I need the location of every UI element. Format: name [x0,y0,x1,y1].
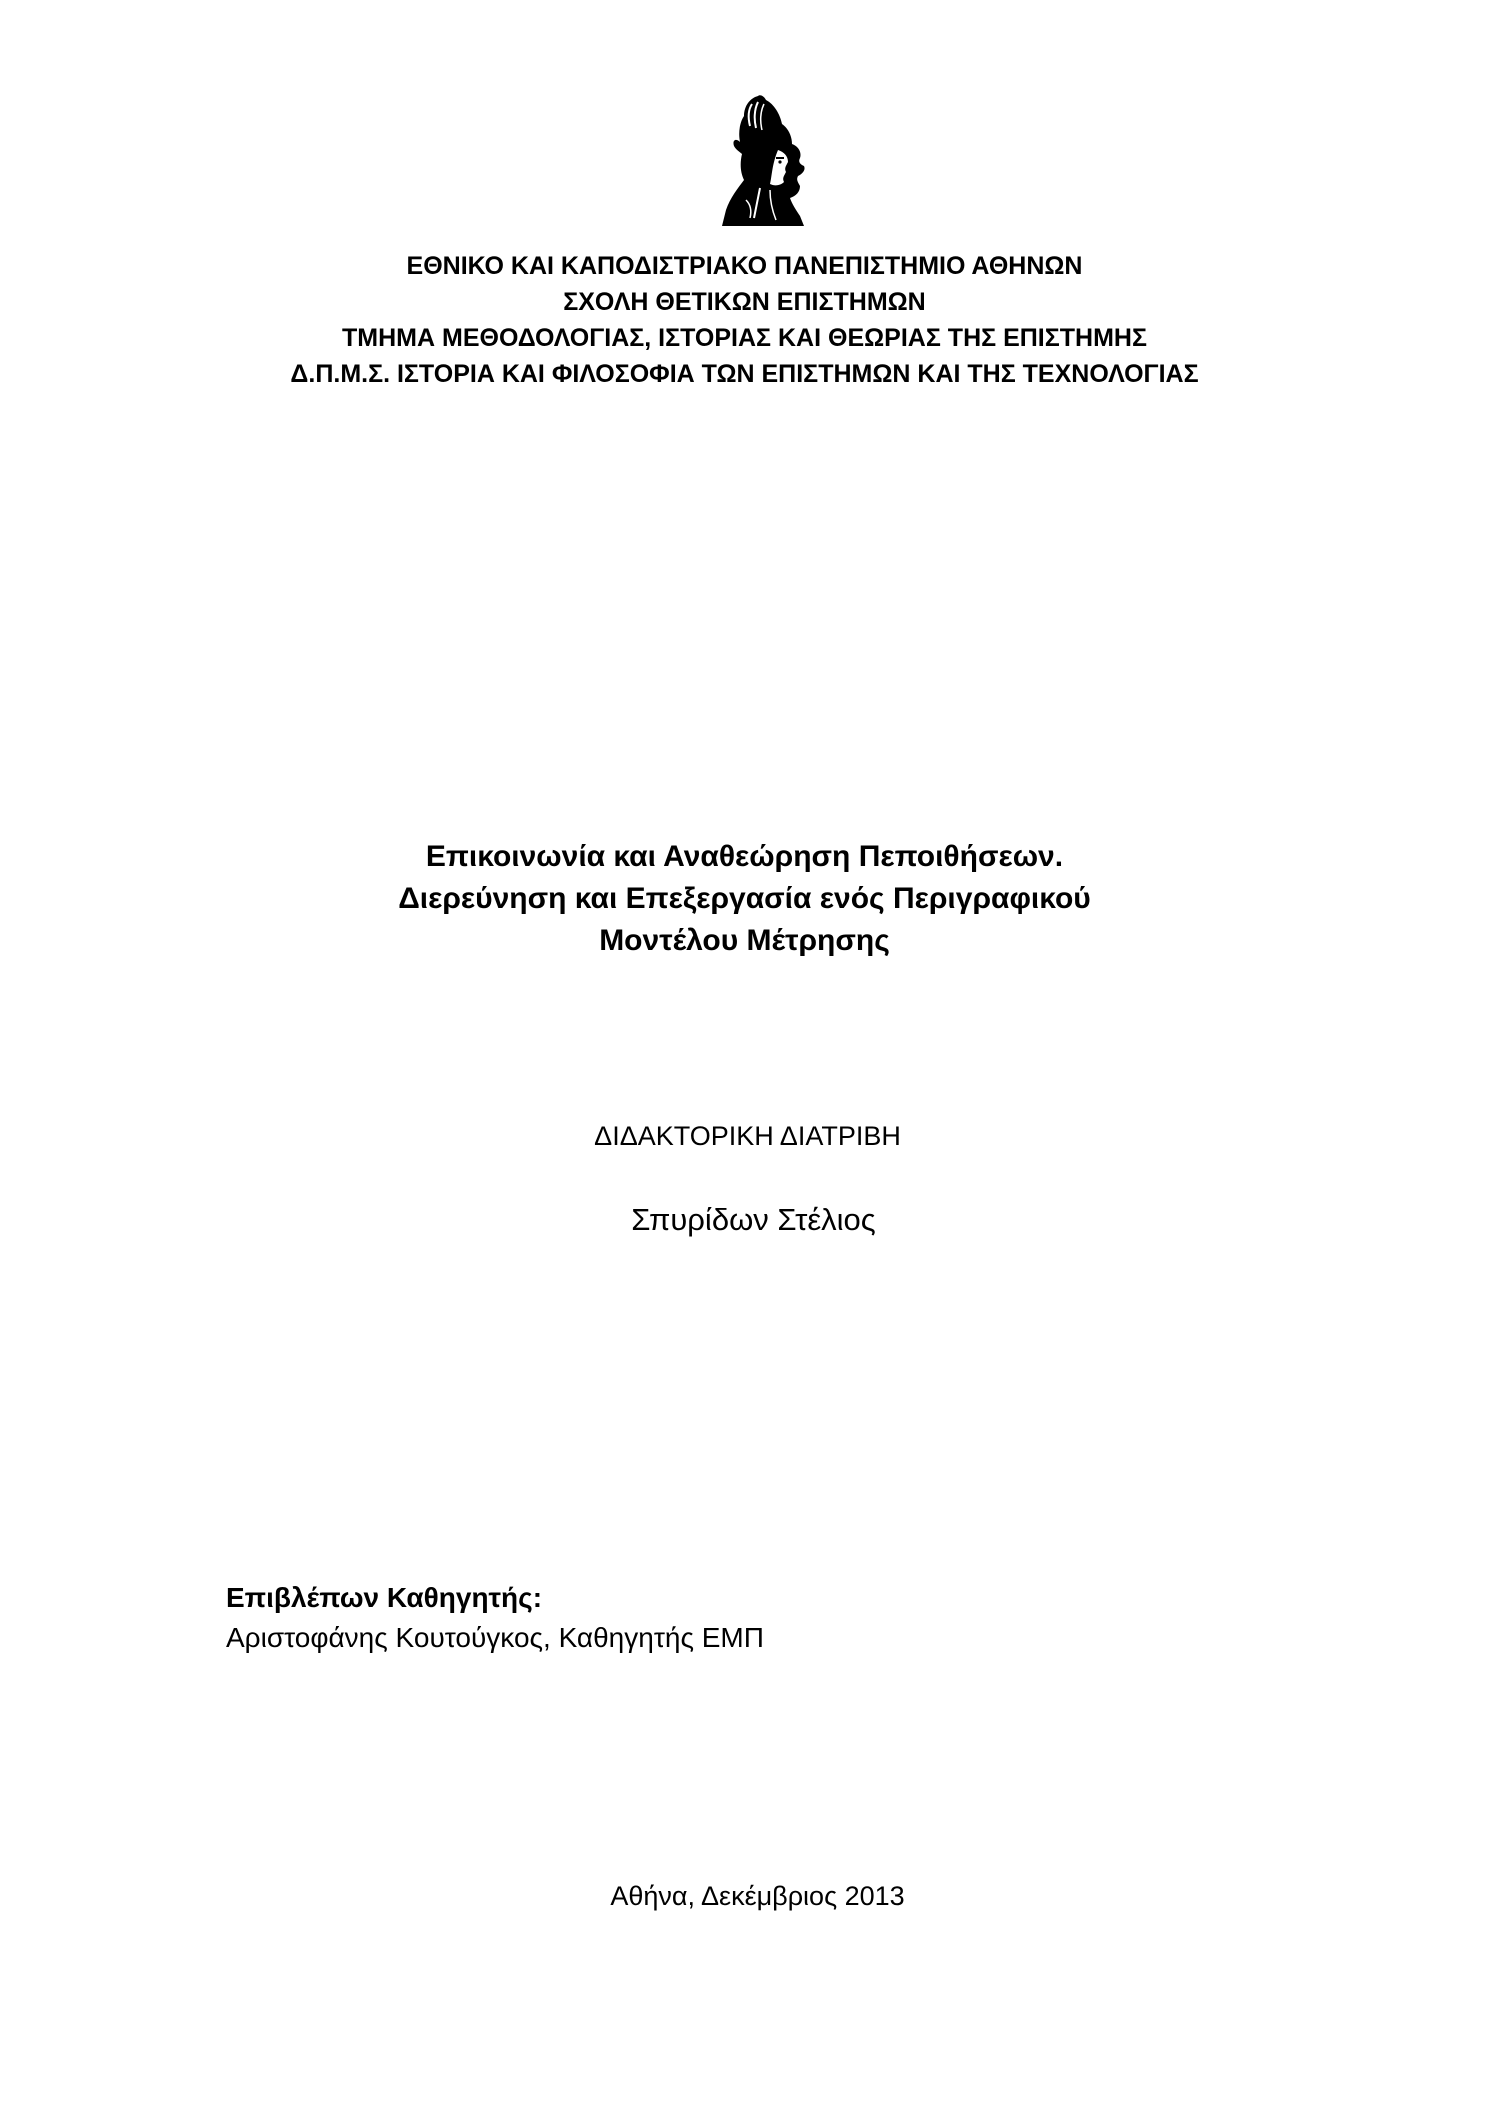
program-name: Δ.Π.Μ.Σ. ΙΣΤΟΡΙΑ ΚΑΙ ΦΙΛΟΣΟΦΙΑ ΤΩΝ ΕΠΙΣΤΗΜΩΝ ΚΑΙ ΤΗΣ ΤΕΧΝΟΛΟΓΙΑΣ [290,360,1199,388]
thesis-title-line: Επικοινωνία και Αναθεώρηση Πεποιθήσεων. [425,840,1064,873]
university-logo-icon [700,92,820,226]
school-name: ΣΧΟΛΗ ΘΕΤΙΚΩΝ ΕΠΙΣΤΗΜΩΝ [563,288,926,316]
thesis-title-line: Διερεύνηση και Επεξεργασία ενός Περιγραφικού [398,882,1091,915]
institution-header [0,248,1489,392]
thesis-title-line: Μοντέλου Μέτρησης [599,924,890,957]
thesis-title [0,836,1489,962]
supervisor-block [226,1578,764,1658]
thesis-type: ΔΙΔΑΚΤΟΡΙΚΗ ΔΙΑΤΡΙΒΗ [594,1121,901,1151]
department-name: ΤΜΗΜΑ ΜΕΘΟΔΟΛΟΓΙΑΣ, ΙΣΤΟΡΙΑΣ ΚΑΙ ΘΕΩΡΙΑΣ ΤΗΣ ΕΠΙΣΤΗΜΗΣ [342,324,1147,352]
place-date: Αθήνα, Δεκέμβριος 2013 [610,1881,905,1911]
supervisor-name: Αριστοφάνης Κουτούγκος, Καθηγητής ΕΜΠ [226,1622,764,1653]
university-name: ΕΘΝΙΚΟ ΚΑΙ ΚΑΠΟΔΙΣΤΡΙΑΚΟ ΠΑΝΕΠΙΣΤΗΜΙΟ ΑΘΗΝΩΝ [406,252,1083,280]
author-name: Σπυρίδων Στέλιος [631,1202,876,1237]
supervisor-label: Επιβλέπων Καθηγητής: [226,1582,543,1613]
